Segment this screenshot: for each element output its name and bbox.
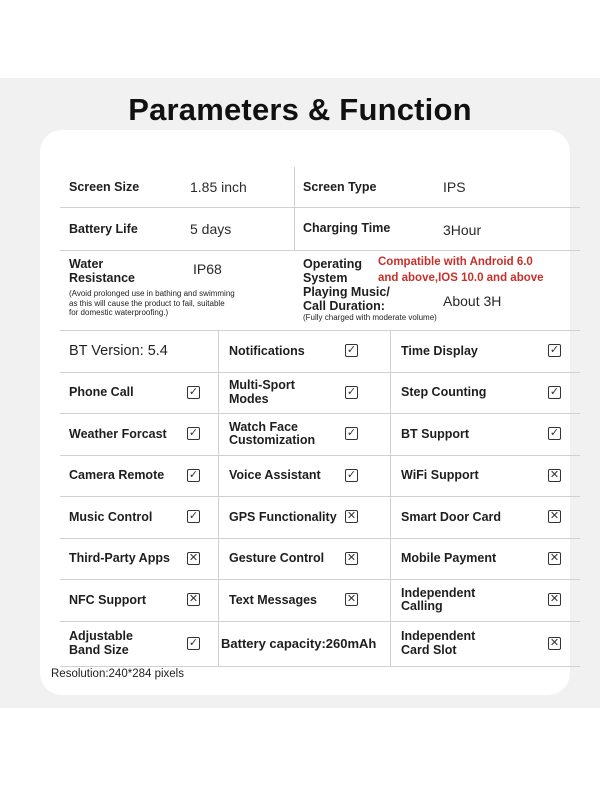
feature-text-messages: Text Messages ✕ [229, 592, 357, 607]
feature-independent-calling: Independent Calling ✕ [401, 585, 560, 614]
check-icon: ✓ [346, 385, 357, 398]
cross-icon: ✕ [188, 593, 199, 606]
feature-adjustable-band: Adjustable Band Size ✓ [69, 629, 199, 657]
water-resistance-note: (Avoid prolonged use in bathing and swimming as this will cause the product to fail, suitable for domestic waterproofing.) [69, 289, 235, 317]
battery-capacity-cell [220, 622, 390, 666]
resolution-text: Resolution:240*284 pixels [51, 668, 184, 680]
feature-row [60, 414, 580, 456]
feature-watch-face: Watch Face Customization ✓ [229, 419, 357, 448]
feature-bt-support: BT Support ✓ [401, 426, 560, 441]
cross-icon: ✕ [549, 551, 560, 564]
water-resistance-label: Water Resistance [69, 257, 136, 285]
row-divider [294, 208, 295, 250]
feature-music-control: Music Control ✓ [69, 509, 199, 524]
feature-step-counting: Step Counting ✓ [401, 385, 560, 399]
feature-smart-door-card: Smart Door Card ✕ [401, 509, 560, 524]
feature-mobile-payment: Mobile Payment ✕ [401, 551, 560, 565]
feature-row [60, 456, 580, 498]
feature-weather: Weather Forcast ✓ [69, 426, 199, 441]
feature-row [60, 497, 580, 539]
battery-life-value: 5 days [190, 221, 232, 237]
feature-time-display: Time Display ✓ [401, 343, 560, 358]
feature-camera-remote: Camera Remote ✓ [69, 468, 199, 482]
check-icon: ✓ [346, 468, 357, 481]
spec-table [60, 167, 580, 331]
spec-row-water [60, 251, 580, 289]
playing-music-value: About 3H [443, 293, 502, 309]
cross-icon: ✕ [549, 636, 560, 649]
operating-system-value: Compatible with Android 6.0 and above,IOS 10.0 and above [378, 256, 544, 284]
feature-gps: GPS Functionality ✕ [229, 509, 357, 524]
feature-gesture-control: Gesture Control ✕ [229, 551, 357, 565]
check-icon: ✓ [549, 427, 560, 440]
check-icon: ✓ [346, 427, 357, 440]
check-icon: ✓ [549, 385, 560, 398]
check-icon: ✓ [188, 510, 199, 523]
playing-music-label: Playing Music/ Call Duration: [303, 285, 390, 313]
feature-independent-card: Independent Card Slot ✕ [401, 629, 560, 657]
screen-type-label: Screen Type [303, 180, 377, 194]
feature-voice-assistant: Voice Assistant ✓ [229, 468, 357, 482]
battery-capacity: Battery capacity:260mAh [221, 636, 377, 651]
feature-third-party-apps: Third-Party Apps ✕ [69, 551, 199, 565]
page-title: Parameters & Function [128, 92, 472, 127]
screen-size-value: 1.85 inch [190, 179, 247, 195]
battery-life-label: Battery Life [69, 222, 138, 236]
feature-grid [60, 331, 580, 667]
cross-icon: ✕ [549, 593, 560, 606]
spec-row-screen [60, 167, 580, 208]
feature-row [60, 622, 580, 667]
water-resistance-value: IP68 [193, 261, 222, 277]
check-icon: ✓ [188, 468, 199, 481]
cross-icon: ✕ [346, 510, 357, 523]
spec-row-battery [60, 208, 580, 251]
playing-music-note: (Fully charged with moderate volume) [303, 313, 437, 322]
feature-row [60, 539, 580, 581]
operating-system-label: Operating System [303, 257, 363, 285]
charging-time-value: 3Hour [443, 222, 482, 238]
row-divider [294, 167, 295, 207]
charging-time-label: Charging Time [303, 221, 391, 235]
bt-version: BT Version: 5.4 [69, 343, 168, 360]
check-icon: ✓ [188, 385, 199, 398]
screen-size-label: Screen Size [69, 180, 140, 194]
cross-icon: ✕ [549, 510, 560, 523]
cross-icon: ✕ [346, 551, 357, 564]
feature-row [60, 373, 580, 415]
check-icon: ✓ [549, 344, 560, 357]
feature-multi-sport: Multi-Sport Modes ✓ [229, 378, 357, 406]
check-icon: ✓ [188, 636, 199, 649]
feature-nfc-support: NFC Support ✕ [69, 592, 199, 607]
check-icon: ✓ [188, 427, 199, 440]
spec-row-music [60, 285, 580, 331]
cross-icon: ✕ [188, 551, 199, 564]
screen-type-value: IPS [443, 179, 466, 195]
check-icon: ✓ [346, 344, 357, 357]
bt-version-cell [60, 331, 218, 372]
feature-row [60, 331, 580, 373]
feature-wifi-support: WiFi Support ✕ [401, 468, 560, 482]
cross-icon: ✕ [346, 593, 357, 606]
feature-row [60, 580, 580, 622]
cross-icon: ✕ [549, 468, 560, 481]
feature-phone-call: Phone Call ✓ [69, 385, 199, 399]
feature-notifications: Notifications ✓ [229, 343, 357, 358]
